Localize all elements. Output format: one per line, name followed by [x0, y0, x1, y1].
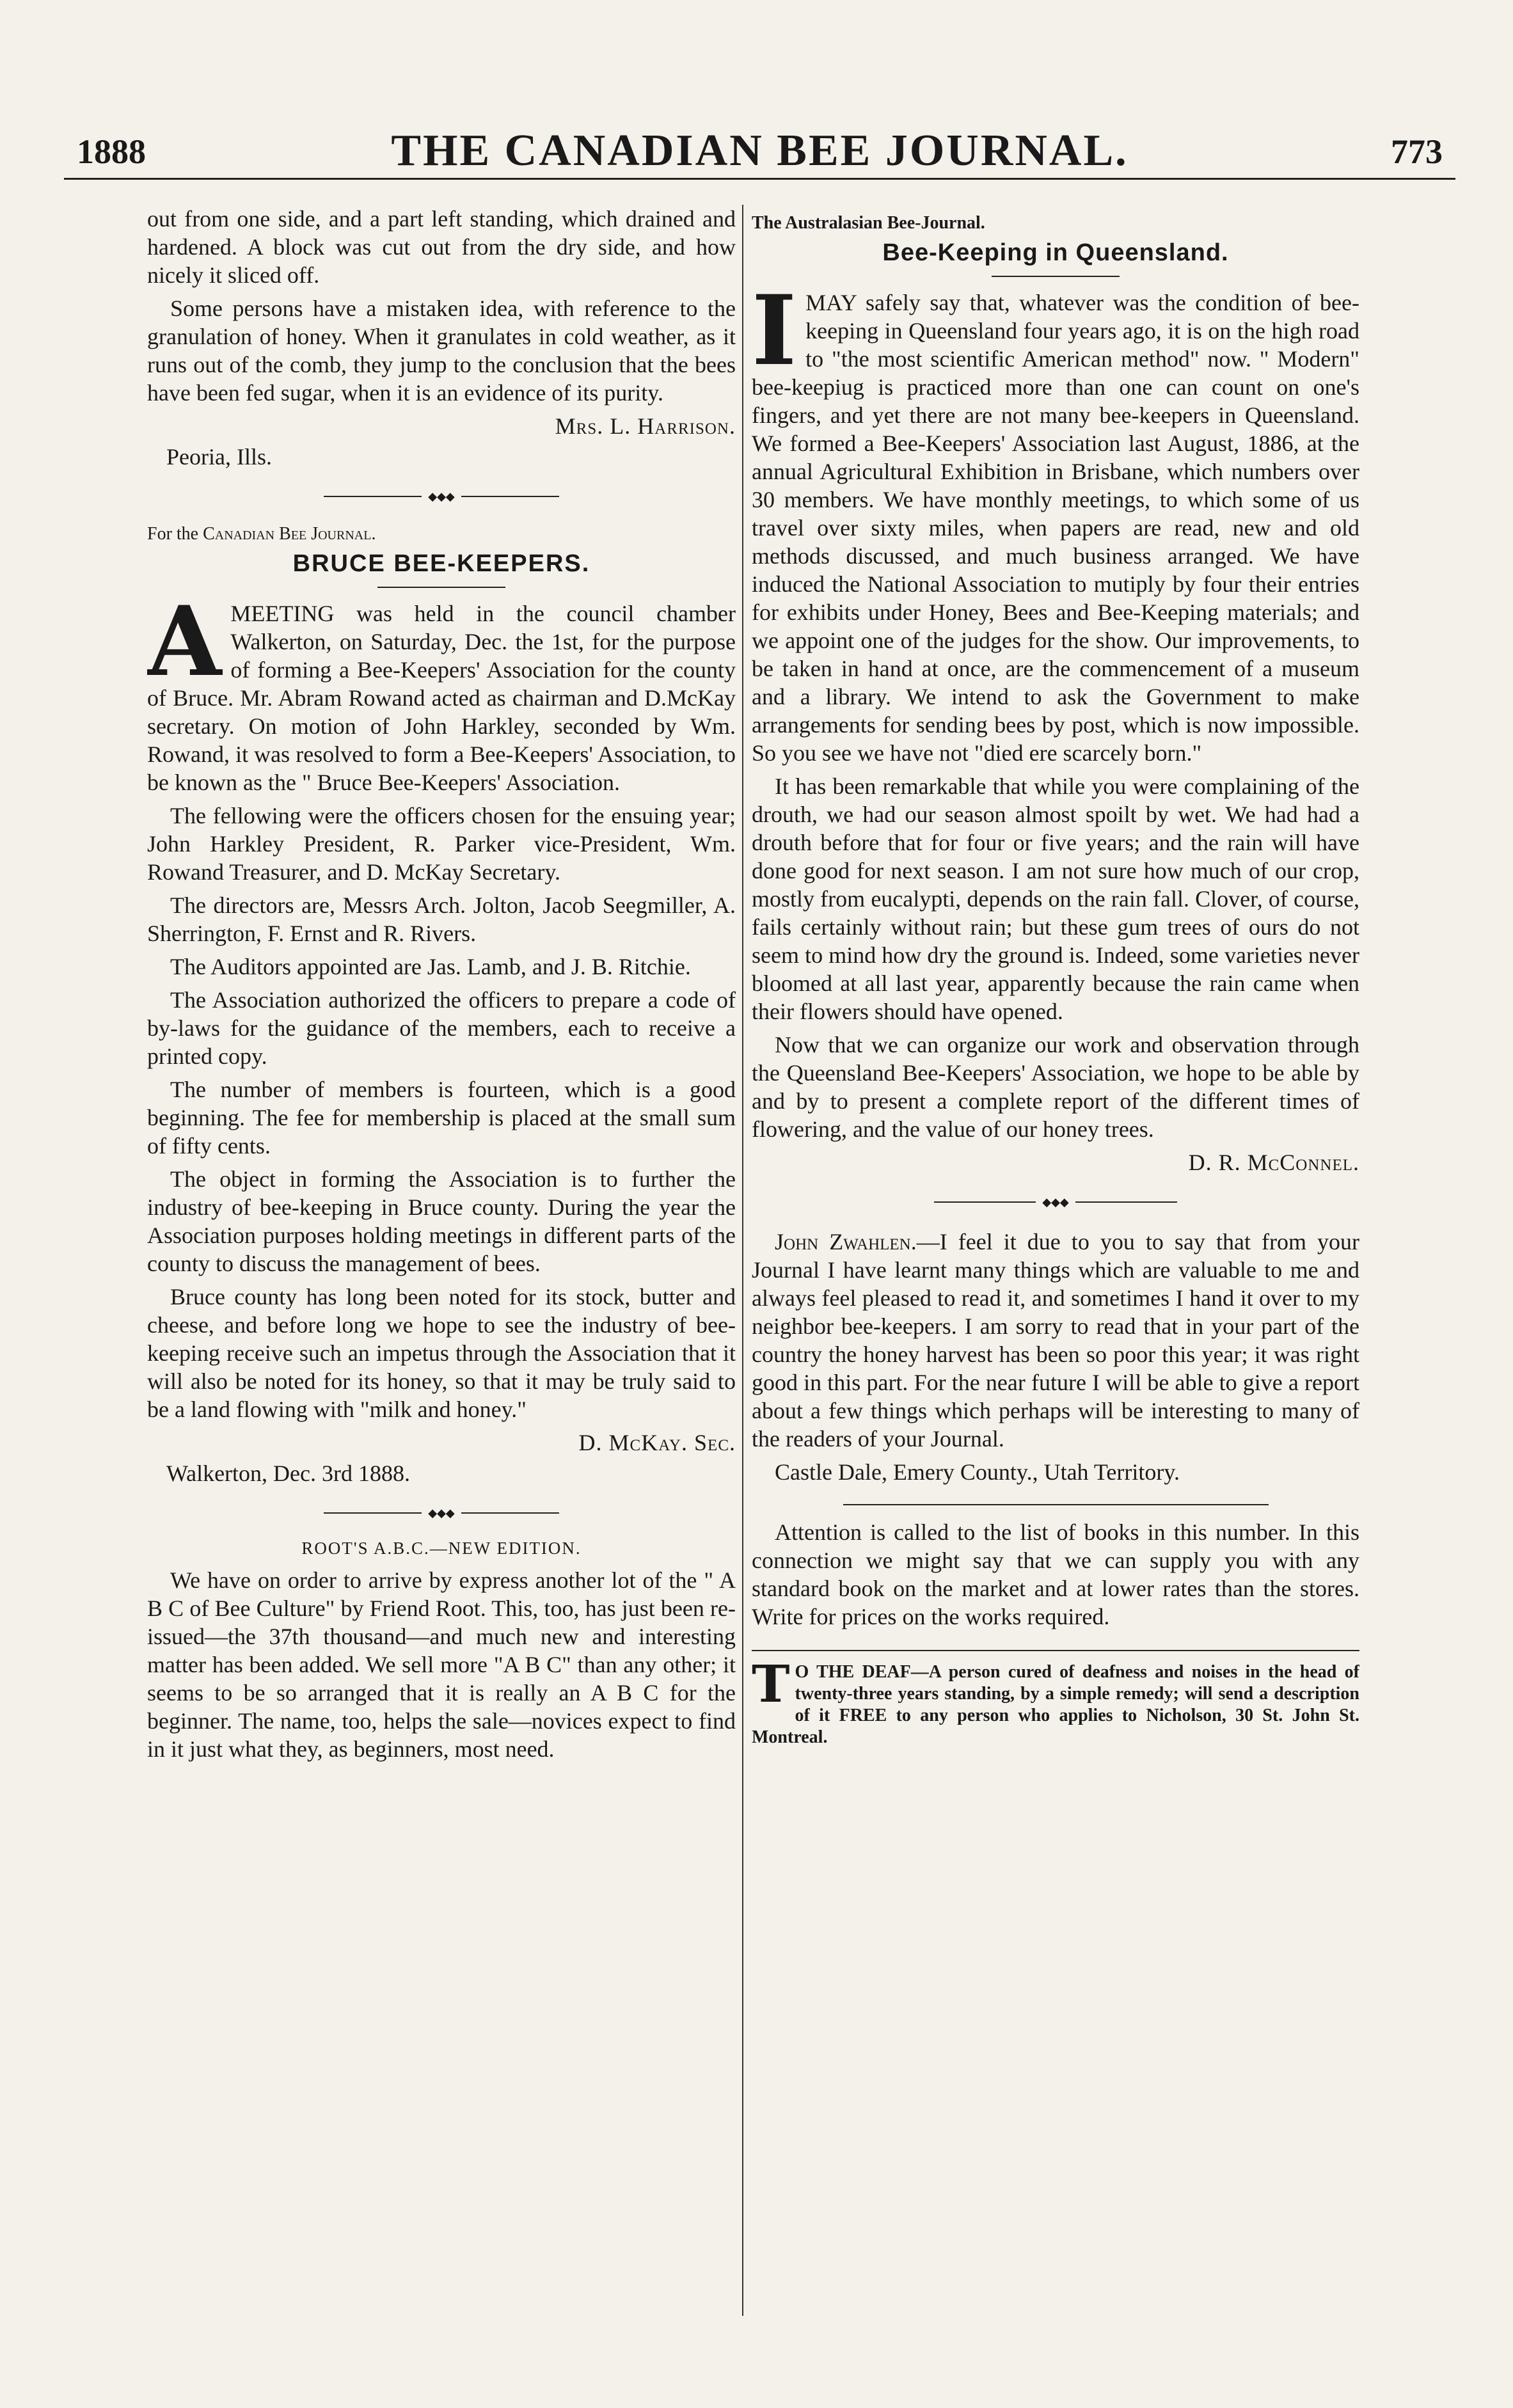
mcconnel-signature: D. R. McConnel. — [1188, 1150, 1359, 1175]
bruce-paragraph-3: The directors are, Messrs Arch. Jolton, Jacob Seegmiller, A. Sherrington, F. Ernst and R. Rivers. — [147, 892, 736, 946]
zwahlen-letter — [752, 1228, 1359, 1453]
bruce-paragraph-7: The object in forming the Association is to further the industry of bee-keeping in Bruce county. During the year the Association purposes holding meetings in different parts of the county to discuss the management of bees. — [147, 1166, 736, 1276]
bruce-paragraph-1 — [147, 585, 736, 796]
queensland-article-title: Bee-Keeping in Queensland. — [882, 239, 1229, 266]
queensland-drop-cap: I — [752, 274, 797, 387]
abc-article-title: ROOT'S A.B.C.—NEW EDITION. — [301, 1539, 582, 1558]
zwahlen-place: Castle Dale, Emery County., Utah Territory. — [775, 1459, 1180, 1485]
bruce-source-name: Canadian Bee Journal. — [203, 524, 376, 544]
bruce-place: Walkerton, Dec. 3rd 1888. — [166, 1461, 410, 1486]
bruce-paragraph-2: The fellowing were the officers chosen for the ensuing year; John Harkley President, R. Parker vice-President, Wm. Rowand Treasurer, and D. McKay Secretary. — [147, 803, 736, 885]
harrison-signature: Mrs. L. Harrison. — [555, 413, 736, 439]
abc-paragraph-1: We have on order to arrive by express another lot of the " A B C of Bee Culture" by Friend Root. This, too, has just been re-issued—the 37th thousand—and much new and interesting matter has been added. We sell more "A B C" than any other; it seems to be so arranged that it is really an A B C for the beginner. The name, too, helps the sale—novices expect to find in it just what they, as beginners, most need. — [147, 1567, 736, 1762]
title-rule — [377, 587, 505, 588]
continued-paragraph-1: out from one side, and a part left standing, which drained and hardened. A block was cut out from the dry side, and how nicely it sliced off. — [147, 206, 736, 288]
deaf-advertisement — [752, 1650, 1359, 1748]
section-separator: ◆◆◆ — [147, 490, 736, 503]
bruce-paragraph-4: The Auditors appointed are Jas. Lamb, and J. B. Ritchie. — [170, 954, 691, 979]
books-notice: Attention is called to the list of books in this number. In this connection we might say that we can supply you with any standard book on the market and at lower rates than the stores. Write for prices on the works required. — [752, 1519, 1359, 1629]
zwahlen-name: John Zwahlen. — [775, 1229, 917, 1255]
queensland-paragraph-1-text: MAY safely say that, whatever was the condition of bee-keeping in Queensland four years ago, it is on the high road to "the most scientific American method" now. " Modern" bee-keepiug is practiced more than one can count on one's fingers, and yet there are not many bee-keepers in Queensland. We formed a Bee-Keepers' Association last August, 1886, at the annual Agricultural Exhibition in Brisbane, which numbers over 30 members. We have monthly meetings, to which some of us travel over sixty miles, when papers are read, new and old methods discussed, and much business arranged. We have induced the National Association to mutiply by four their entries for exhibits under Honey, Bees and Bee-Keeping materials; and we appoint one of the judges for the show. Our improvements, to be taken in hand at once, are the commencement of a museum and a library. We intend to ask the Government to make arrangements for sending bees by post, which is now impossible. So you see we have not "died ere scarcely born." — [752, 290, 1359, 766]
page-number: 773 — [1391, 132, 1443, 171]
left-column — [147, 205, 736, 2318]
queensland-paragraph-3: Now that we can organize our work and observation through the Queensland Bee-Keepers' Association, we hope to be able by and by to present a complete report of the different times of flowering, and the value of our honey trees. — [752, 1032, 1359, 1142]
deaf-text-paragraph — [752, 1654, 1359, 1748]
harrison-place: Peoria, Ills. — [166, 444, 272, 470]
deaf-drop-cap: T — [752, 1654, 790, 1714]
column-divider — [742, 205, 743, 2316]
queensland-paragraph-1 — [752, 274, 1359, 767]
bruce-paragraph-8: Bruce county has long been noted for its stock, butter and cheese, and before long we hope to see the industry of bee-keeping receive such an impetus through the Association that it will also be noted for its honey, so that it may be truly said to be a land flowing with "milk and honey." — [147, 1284, 736, 1422]
continued-paragraph-2: Some persons have a mistaken idea, with reference to the granulation of honey. When it granulates in cold weather, as it runs out of the comb, they jump to the conclusion that the bees have been fed sugar, when it is an evidence of its purity. — [147, 296, 736, 406]
queensland-paragraph-2: It has been remarkable that while you were complaining of the drouth, we had our season almost spoilt by wet. We had had a drouth before that for four or five years; and the rain will have done good for next season. I am not sure how much of our crop, mostly from eucalypti, depends on the rain fall. Clover, of course, fails certainly without rain; but these gum trees of ours do not seem to mind how dry the ground is. Indeed, some varieties never bloomed at all last year, apparently because the rain came when their flowers should have opened. — [752, 773, 1359, 1024]
zwahlen-text: —I feel it due to you to say that from your Journal I have learnt many things which are valuable to me and always feel pleased to read it, and sometimes I hand it over to my neighbor bee-keepers. I am sorry to read that in your part of the country the honey harvest has been so poor this year; it was right good in this part. For the near future I will be able to give a report about a few things which perhaps will be interesting to many of the readers of your Journal. — [752, 1229, 1359, 1452]
bruce-source-line — [147, 522, 736, 546]
journal-title: THE CANADIAN BEE JOURNAL. — [391, 126, 1129, 175]
bruce-paragraph-5: The Association authorized the officers to prepare a code of by-laws for the guidance of the members, each to receive a printed copy. — [147, 987, 736, 1069]
deaf-text: O THE DEAF—A person cured of deafness and noises in the head of twenty-three years standing, by a simple remedy; will send a description of it FREE to any person who applies to Nicholson, 30 St. John St. Montreal. — [752, 1662, 1359, 1747]
section-separator: ◆◆◆ — [752, 1196, 1359, 1208]
page-year: 1888 — [77, 132, 146, 171]
bruce-article-title: BRUCE BEE-KEEPERS. — [292, 550, 590, 577]
books-rule — [843, 1504, 1269, 1505]
bruce-paragraph-1-text: MEETING was held in the council chamber Walkerton, on Saturday, Dec. the 1st, for the purpose of forming a Bee-Keepers' Association for the county of Bruce. Mr. Abram Rowand acted as chairman and D.McKay secretary. On motion of John Harkley, seconded by Wm. Rowand, it was resolved to form a Bee-Keepers' Association, to be known as the " Bruce Bee-Keepers' Association. — [147, 601, 736, 795]
queensland-source: The Australasian Bee-Journal. — [752, 213, 985, 233]
bruce-paragraph-6: The number of members is fourteen, which is a good beginning. The fee for membership is placed at the small sum of fifty cents. — [147, 1077, 736, 1159]
title-rule — [992, 276, 1120, 277]
section-separator: ◆◆◆ — [147, 1507, 736, 1519]
page-header — [64, 120, 1455, 180]
right-column — [752, 205, 1359, 2318]
bruce-source-prefix: For the — [147, 524, 203, 544]
bruce-signature: D. McKay. Sec. — [578, 1430, 736, 1455]
bruce-drop-cap: A — [147, 585, 222, 698]
